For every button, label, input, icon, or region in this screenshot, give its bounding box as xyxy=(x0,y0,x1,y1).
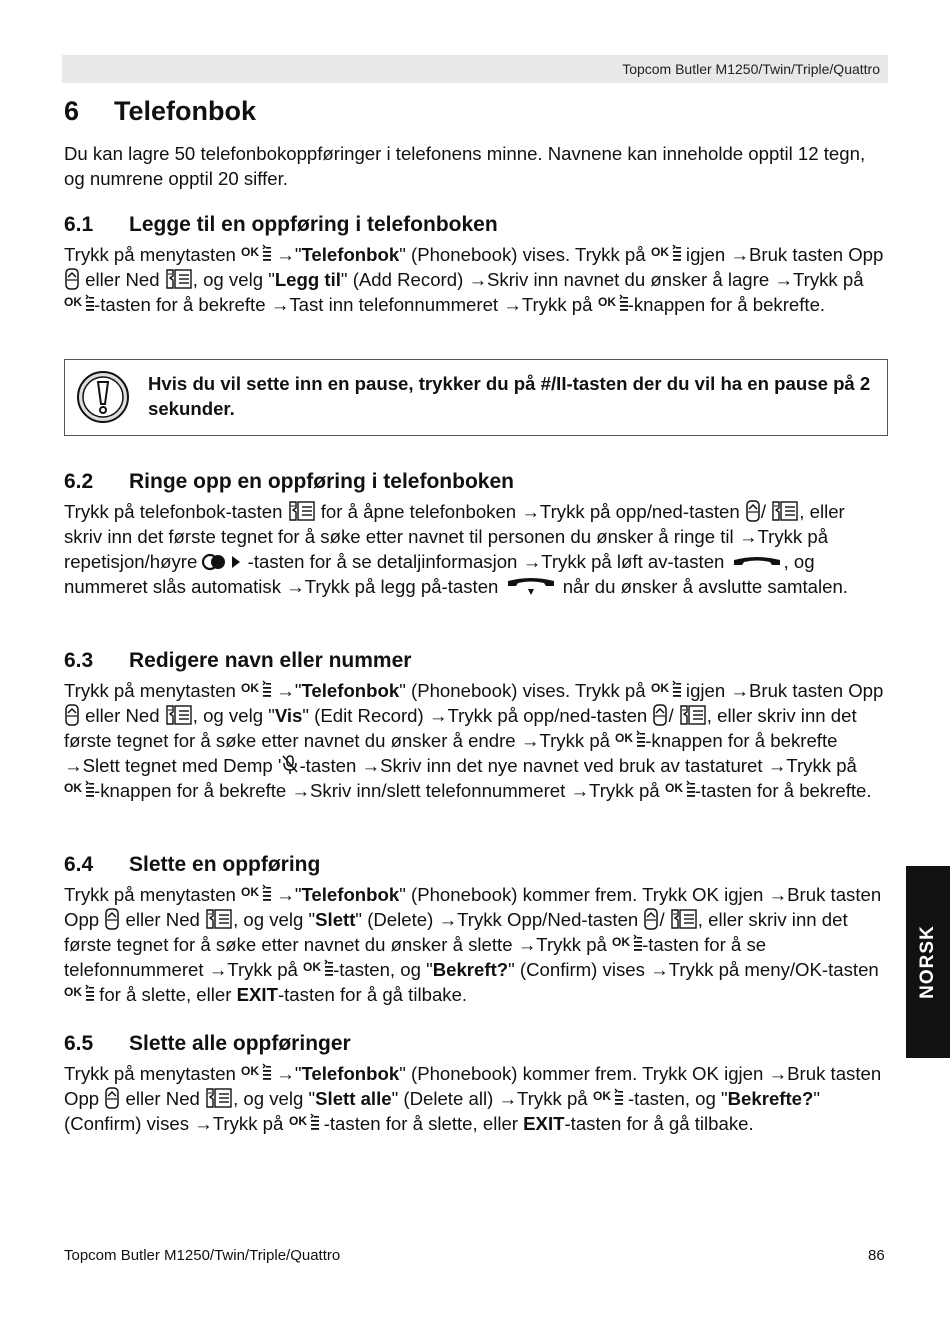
ok-menu-icon xyxy=(615,729,645,749)
up-key-icon xyxy=(745,500,761,522)
ok-menu-icon xyxy=(593,1087,623,1107)
up-key-icon xyxy=(64,704,80,726)
section-number: 6.5 xyxy=(64,1032,94,1055)
ok-menu-icon xyxy=(241,1062,271,1082)
note-box xyxy=(64,359,888,436)
phonebook-icon xyxy=(205,908,233,930)
section-body: Trykk på menytasten →"Telefonbok" (Phonebook) vises. Trykk på igjen →Bruk tasten Opp eller Ned , og velg "Vis" (Edit Record) →Trykk på opp/ned-tasten / , eller skriv inn det første tegnet for å søke etter navnet du ønsker å endre →Trykk på -knappen for å bekrefte →Slett tegnet med Demp ' -tasten →Skriv inn det nye navnet ved bruk av tastaturet →Trykk på -knappen for å bekrefte →Skriv inn/slett telefonnummeret →Trykk på -tasten for å bekrefte. xyxy=(64,680,884,801)
mute-icon xyxy=(281,754,299,776)
phonebook-icon xyxy=(670,908,698,930)
section-number: 6.3 xyxy=(64,649,94,672)
section-number: 6.2 xyxy=(64,470,94,493)
section-heading xyxy=(64,853,888,877)
chapter-heading: Telefonbok xyxy=(114,96,257,126)
up-key-icon xyxy=(652,704,668,726)
section-title: Redigere navn eller nummer xyxy=(129,649,412,672)
phonebook-icon xyxy=(165,704,193,726)
ok-menu-icon xyxy=(665,779,695,799)
phonebook-icon xyxy=(205,1087,233,1109)
section-heading xyxy=(64,1032,888,1056)
hangup-key-icon xyxy=(504,577,558,597)
section-number: 6.1 xyxy=(64,213,94,236)
ok-menu-icon xyxy=(64,293,94,313)
ok-menu-icon xyxy=(241,243,271,263)
chapter-intro xyxy=(64,141,888,191)
phonebook-icon xyxy=(679,704,707,726)
section-body: Trykk på menytasten →"Telefonbok" (Phonebook) kommer frem. Trykk OK igjen →Bruk tasten Opp eller Ned , og velg "Slett" (Delete) →Trykk Opp/Ned-tasten / , eller skriv inn det første tegnet for å søke etter navnet du ønsker å slette →Trykk på -tasten for å se telefonnummeret →Trykk på -tasten, og "Bekreft?" (Confirm) vises →Trykk på meny/OK-tasten for å slette, eller EXIT-tasten for å gå tilbake. xyxy=(64,884,882,1005)
language-tab xyxy=(906,866,950,1058)
section-title: Ringe opp en oppføring i telefonboken xyxy=(129,470,514,493)
section-body: Trykk på menytasten →"Telefonbok" (Phonebook) vises. Trykk på igjen →Bruk tasten Opp eller Ned , og velg "Legg til" (Add Record) →Skriv inn navnet du ønsker å lagre →Trykk på -tasten for å bekrefte →Tast inn telefonnummeret →Trykk på -knappen for å bekrefte. xyxy=(64,244,884,315)
section-body: Trykk på menytasten →"Telefonbok" (Phonebook) kommer frem. Trykk OK igjen →Bruk tasten Opp eller Ned , og velg "Slett alle" (Delete all) →Trykk på -tasten, og "Bekrefte?" (Confirm) vises →Trykk på -tasten for å slette, eller EXIT-tasten for å gå tilbake. xyxy=(64,1063,882,1134)
warning-icon xyxy=(76,370,130,424)
header-bar xyxy=(62,55,888,83)
section-6-4 xyxy=(64,853,888,1007)
header-product: Topcom Butler M1250/Twin/Triple/Quattro xyxy=(622,61,880,77)
ok-menu-icon xyxy=(241,679,271,699)
ok-menu-icon xyxy=(289,1112,319,1132)
section-heading xyxy=(64,213,888,237)
language-label: NORSK xyxy=(917,925,938,999)
section-title: Slette en oppføring xyxy=(129,853,321,876)
ok-menu-icon xyxy=(64,779,94,799)
ok-menu-icon xyxy=(64,983,94,1003)
intro-paragraph: Du kan lagre 50 telefonbokoppføringer i telefonens minne. Navnene kan inneholde opptil 12 tegn, og numrene opptil 20 siffer. xyxy=(64,143,866,189)
section-heading xyxy=(64,470,888,494)
footer-product: Topcom Butler M1250/Twin/Triple/Quattro xyxy=(64,1247,341,1264)
section-title: Legge til en oppføring i telefonboken xyxy=(129,213,498,236)
ok-menu-icon xyxy=(612,933,642,953)
section-title: Slette alle oppføringer xyxy=(129,1032,351,1055)
up-key-icon xyxy=(64,268,80,290)
redial-right-icon xyxy=(202,552,242,572)
section-6-3 xyxy=(64,649,888,803)
ok-menu-icon xyxy=(303,958,333,978)
note-text: Hvis du vil sette inn en pause, trykker du på #/II-tasten der du vil ha en pause på 2 sekunder. xyxy=(148,373,871,419)
section-heading xyxy=(64,649,888,673)
ok-menu-icon xyxy=(651,679,681,699)
section-body: Trykk på telefonbok-tasten for å åpne telefonboken →Trykk på opp/ned-tasten / , eller skriv inn det første tegnet for å søke etter navnet til personen du ønsker å ringe til →Trykk på repetisjon/høyre -tasten for å se detaljinformasjon →Trykk på løft av-tasten , og nummeret slås automatisk →Trykk på legg på-tasten når du ønsker å avslutte samtalen. xyxy=(64,501,848,597)
section-6-5 xyxy=(64,1032,888,1136)
up-key-icon xyxy=(104,1087,120,1109)
up-key-icon xyxy=(643,908,659,930)
phonebook-icon xyxy=(288,500,316,522)
phonebook-icon xyxy=(165,268,193,290)
section-6-1 xyxy=(64,213,888,317)
chapter-title xyxy=(64,96,256,127)
page-number: 86 xyxy=(868,1247,885,1264)
ok-menu-icon xyxy=(651,243,681,263)
ok-menu-icon xyxy=(598,293,628,313)
section-number: 6.4 xyxy=(64,853,94,876)
chapter-number: 6 xyxy=(64,96,80,126)
phonebook-icon xyxy=(771,500,799,522)
up-key-icon xyxy=(104,908,120,930)
ok-menu-icon xyxy=(241,883,271,903)
call-key-icon xyxy=(730,556,784,572)
section-6-2 xyxy=(64,470,888,599)
